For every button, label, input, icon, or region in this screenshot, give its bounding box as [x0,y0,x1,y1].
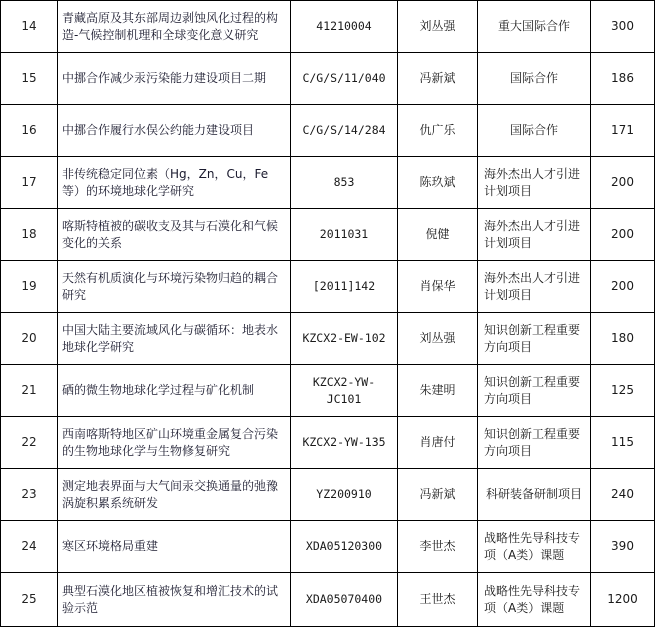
funding-amount-cell [591,417,655,469]
project-title: 青藏高原及其东部周边剥蚀风化过程的构造-气候控制机理和全球变化意义研究 [62,10,279,42]
principal-investigator-cell [398,417,478,469]
funding-amount: 200 [611,175,634,189]
row-number-cell [1,313,58,365]
project-title: 中挪合作履行水俣公约能力建设项目 [62,123,255,137]
project-code: XDA05120300 [305,539,383,553]
row-number-cell [1,53,58,105]
funding-amount-cell [591,157,655,209]
principal-investigator: 陈玖斌 [419,175,456,189]
funding-amount: 180 [611,331,634,345]
principal-investigator-cell [398,521,478,573]
table-row [1,105,655,157]
row-number-cell [1,209,58,261]
table-row [1,573,655,627]
funding-source-cell [478,469,591,521]
funding-source-cell [478,521,591,573]
principal-investigator-cell [398,365,478,417]
table-row [1,365,655,417]
funding-source: 科研装备研制项目 [485,487,582,501]
funding-amount-cell [591,105,655,157]
principal-investigator-cell [398,53,478,105]
row-number: 22 [21,435,37,449]
project-code-cell [291,261,398,313]
table-row [1,209,655,261]
project-table-body [1,1,655,627]
funding-source-cell [478,573,591,627]
table-row [1,53,655,105]
project-code: KZCX2-YW-JC101 [312,374,376,406]
funding-source: 知识创新工程重要方向项目 [484,426,581,458]
funding-source-cell [478,157,591,209]
project-title: 非传统稳定同位素（Hg，Zn，Cu，Fe等）的环境地球化学研究 [62,166,269,198]
funding-source: 国际合作 [509,123,558,137]
funding-source: 战略性先导科技专项（A类）课题 [484,583,581,615]
funding-amount: 186 [611,71,634,85]
project-title-cell [58,573,291,627]
row-number: 15 [21,71,37,85]
row-number-cell [1,573,58,627]
row-number: 25 [21,592,37,606]
funding-source: 重大国际合作 [497,19,570,33]
project-code-cell [291,105,398,157]
funding-amount: 300 [611,19,634,33]
project-code-cell [291,469,398,521]
principal-investigator: 仇广乐 [419,123,456,137]
project-title: 寒区环境格局重建 [62,539,159,553]
project-code-cell [291,417,398,469]
funding-amount: 200 [611,227,634,241]
funding-source: 国际合作 [509,71,558,85]
project-code: C/G/S/14/284 [302,123,386,137]
row-number-cell [1,365,58,417]
funding-amount-cell [591,1,655,53]
principal-investigator: 冯新斌 [419,71,456,85]
project-title-cell [58,1,291,53]
project-code-cell [291,157,398,209]
project-code-cell [291,1,398,53]
row-number: 20 [21,331,37,345]
project-title: 喀斯特植被的碳收支及其与石漠化和气候变化的关系 [62,218,279,250]
principal-investigator-cell [398,313,478,365]
project-code-cell [291,53,398,105]
project-code-cell [291,365,398,417]
funding-amount: 1200 [607,592,638,606]
row-number: 23 [21,487,37,501]
project-title-cell [58,105,291,157]
funding-amount-cell [591,521,655,573]
funding-source-cell [478,417,591,469]
row-number: 16 [21,123,37,137]
project-code: 2011031 [319,227,369,241]
funding-amount: 171 [611,123,634,137]
principal-investigator: 刘丛强 [419,19,456,33]
project-code: YZ200910 [316,487,372,501]
principal-investigator: 肖保华 [419,279,456,293]
table-row [1,261,655,313]
row-number: 17 [21,175,37,189]
funding-source-cell [478,53,591,105]
project-code-cell [291,573,398,627]
principal-investigator: 李世杰 [419,539,456,553]
row-number-cell [1,261,58,313]
funding-source: 知识创新工程重要方向项目 [484,374,581,406]
funding-source-cell [478,365,591,417]
project-title-cell [58,209,291,261]
project-title: 西南喀斯特地区矿山环境重金属复合污染的生物地球化学与生物修复研究 [62,426,279,458]
project-code: C/G/S/11/040 [302,71,386,85]
table-row [1,157,655,209]
project-title-cell [58,469,291,521]
funding-source-cell [478,313,591,365]
project-code: [2011]142 [312,279,376,293]
table-row [1,1,655,53]
funding-amount-cell [591,313,655,365]
project-title: 中挪合作减少汞污染能力建设项目二期 [62,71,267,85]
project-title-cell [58,53,291,105]
project-title-cell [58,157,291,209]
project-code-cell [291,209,398,261]
funding-source-cell [478,105,591,157]
row-number-cell [1,157,58,209]
project-title-cell [58,521,291,573]
funding-source-cell [478,1,591,53]
principal-investigator-cell [398,261,478,313]
table-row [1,313,655,365]
project-title-cell [58,365,291,417]
principal-investigator: 肖唐付 [419,435,456,449]
funding-amount-cell [591,469,655,521]
funding-source-cell [478,209,591,261]
project-title: 天然有机质演化与环境污染物归趋的耦合研究 [62,270,279,302]
project-title-cell [58,417,291,469]
principal-investigator-cell [398,469,478,521]
principal-investigator: 倪健 [425,227,450,241]
principal-investigator-cell [398,105,478,157]
project-code: KZCX2-EW-102 [302,331,386,345]
funding-amount-cell [591,573,655,627]
project-code-cell [291,521,398,573]
row-number-cell [1,521,58,573]
funding-amount-cell [591,53,655,105]
funding-amount: 390 [611,539,634,553]
funding-amount: 125 [611,383,634,397]
row-number: 18 [21,227,37,241]
funding-source: 海外杰出人才引进计划项目 [484,218,581,250]
funding-amount-cell [591,261,655,313]
project-title: 测定地表界面与大气间汞交换通量的弛豫涡旋积累系统研发 [62,478,279,510]
funding-amount: 200 [611,279,634,293]
funding-source: 战略性先导科技专项（A类）课题 [484,530,581,562]
funding-source: 海外杰出人才引进计划项目 [484,270,581,302]
row-number: 21 [21,383,37,397]
funding-source-cell [478,261,591,313]
project-code: 853 [333,175,355,189]
principal-investigator: 朱建明 [419,383,456,397]
table-row [1,469,655,521]
row-number-cell [1,417,58,469]
project-title: 硒的微生物地球化学过程与矿化机制 [62,383,255,397]
project-title: 中国大陆主要流域风化与碳循环：地表水地球化学研究 [62,322,279,354]
principal-investigator-cell [398,157,478,209]
table-row [1,521,655,573]
row-number-cell [1,469,58,521]
project-title-cell [58,313,291,365]
principal-investigator: 王世杰 [419,592,456,606]
project-code: XDA05070400 [305,592,383,606]
row-number-cell [1,1,58,53]
project-code: KZCX2-YW-135 [302,435,386,449]
project-title-cell [58,261,291,313]
principal-investigator-cell [398,573,478,627]
principal-investigator: 冯新斌 [419,487,456,501]
funding-source: 知识创新工程重要方向项目 [484,322,581,354]
principal-investigator-cell [398,209,478,261]
project-code: 41210004 [316,19,372,33]
funding-amount-cell [591,209,655,261]
project-title: 典型石漠化地区植被恢复和增汇技术的试验示范 [62,583,279,615]
table-row [1,417,655,469]
funding-amount: 240 [611,487,634,501]
funding-amount: 115 [611,435,634,449]
principal-investigator: 刘丛强 [419,331,456,345]
project-code-cell [291,313,398,365]
row-number: 24 [21,539,37,553]
funding-amount-cell [591,365,655,417]
row-number: 19 [21,279,37,293]
row-number: 14 [21,19,37,33]
principal-investigator-cell [398,1,478,53]
funding-source: 海外杰出人才引进计划项目 [484,166,581,198]
row-number-cell [1,105,58,157]
